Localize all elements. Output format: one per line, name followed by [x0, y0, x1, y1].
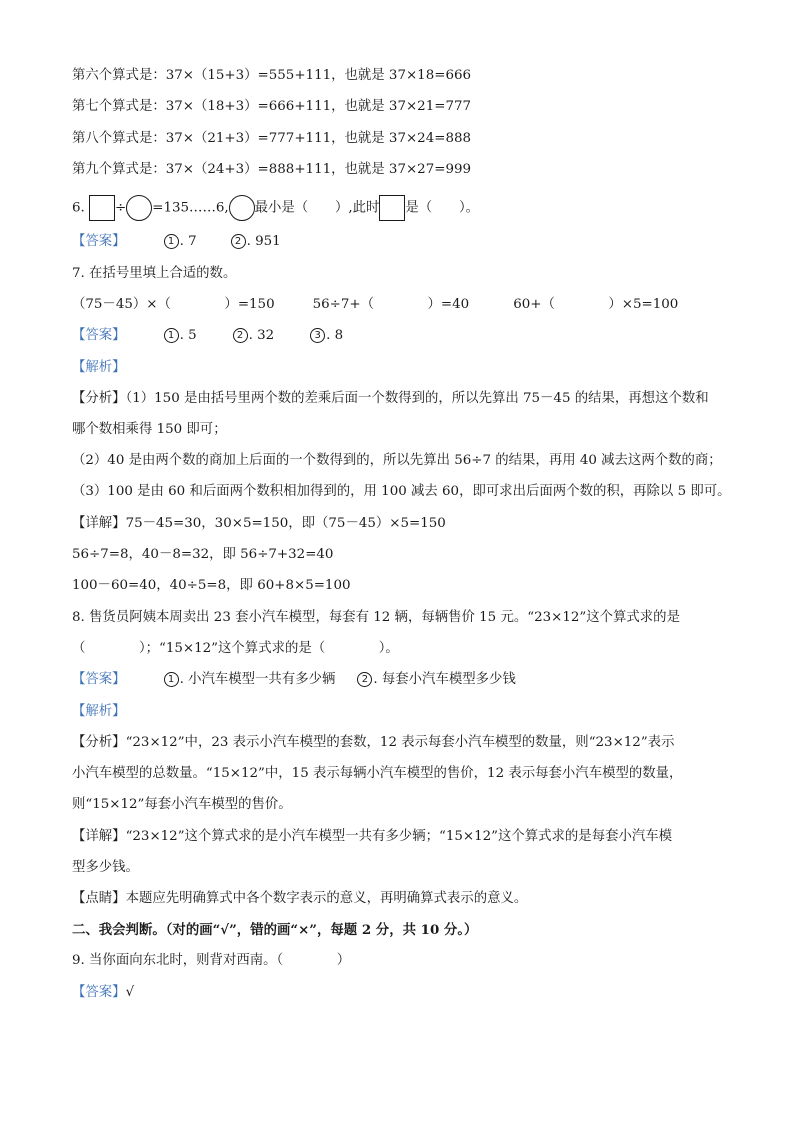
analysis-line: 哪个数相乘得 150 即可； — [72, 422, 227, 437]
division-sign: ÷ — [115, 200, 127, 216]
question-9: 9. 当你面向东北时，则背对西南。（ ） — [72, 953, 351, 968]
section-heading: 二、我会判断。（对的画“√”，错的画“×”，每题 2 分，共 10 分。） — [72, 922, 478, 938]
analysis-line — [72, 389, 709, 409]
analysis-line: 小汽车模型的总数量。“15×12”中，15 表示每辆小汽车模型的售价，12 表示每套小汽车模型的数量， — [72, 766, 683, 781]
fenxi-text: “23×12”中，23 表示小汽车模型的套数，12 表示每套小汽车模型的数量，则“23×12”表示 — [125, 735, 675, 750]
xiangjie-tag: 【详解】 — [72, 829, 126, 844]
circled-number: 2 — [231, 234, 246, 249]
answer-text: . 5 — [179, 328, 197, 343]
circled-number: 1 — [164, 234, 179, 249]
circled-number: 1 — [164, 672, 179, 687]
answer-tag: 【答案】 — [72, 672, 126, 687]
circled-number: 3 — [310, 328, 325, 343]
answer-text: . 32 — [248, 328, 275, 343]
formula-line: 第六个算式是：37×（15+3）=555+111，也就是 37×18=666 — [72, 68, 472, 83]
detail-line: 型多少钱。 — [72, 860, 139, 875]
question-6 — [72, 195, 479, 221]
q7-answer-line — [72, 326, 343, 346]
circled-number: 2 — [357, 672, 372, 687]
formula-line: 第九个算式是：37×（24+3）=888+111，也就是 37×27=999 — [72, 162, 472, 177]
formula-line: 第七个算式是：37×（18+3）=666+111，也就是 37×21=777 — [72, 99, 472, 114]
dividend-box-ref — [379, 195, 405, 221]
divisor-circle-ref — [229, 195, 255, 221]
q6-min-text: 最小是（ ）,此时 — [254, 200, 380, 216]
analysis-line — [72, 733, 674, 753]
analysis-line: （3）100 是由 60 和后面两个数积相加得到的，用 100 减去 60，即可求出后面两个数的积，再除以 5 即可。 — [72, 484, 731, 499]
equation: （75－45）×（ ）=150 — [72, 297, 275, 312]
answer-text: √ — [125, 985, 135, 1000]
answer-text: . 951 — [246, 234, 281, 249]
detail-line: 100－60=40，40÷5=8，即 60+8×5=100 — [72, 578, 351, 593]
q9-answer-line — [72, 983, 134, 1003]
comment-line — [72, 889, 527, 909]
question-7-equations — [72, 295, 678, 315]
analysis-line: 则“15×12”每套小汽车模型的售价。 — [72, 797, 292, 812]
q6-answer-line — [72, 232, 281, 252]
detail-line — [72, 514, 446, 534]
xiangjie-text: “23×12”这个算式求的是小汽车模型一共有多少辆；“15×12”这个算式求的是每套小汽车模 — [125, 829, 673, 844]
q6-equation-text: =135……6, — [152, 200, 229, 216]
fenxi-text: （1）150 是由括号里两个数的差乘后面一个数得到的，所以先算出 75－45 的结果，再想这个数和 — [125, 391, 709, 406]
divisor-circle — [126, 195, 152, 221]
circled-number: 1 — [164, 328, 179, 343]
circled-number: 2 — [233, 328, 248, 343]
question-7-title: 7. 在括号里填上合适的数。 — [72, 266, 237, 281]
xiangjie-text: 75－45=30，30×5=150，即（75－45）×5=150 — [125, 516, 446, 531]
answer-tag: 【答案】 — [72, 328, 126, 343]
q6-end-text: 是（ ）。 — [405, 200, 480, 216]
dividend-box — [89, 195, 115, 221]
answer-tag: 【答案】 — [72, 234, 126, 249]
question-8-line: （ ）；“15×12”这个算式求的是（ ）。 — [72, 641, 399, 656]
fenxi-tag: 【分析】 — [72, 391, 126, 406]
answer-text: . 每套小汽车模型多少钱 — [373, 672, 516, 687]
answer-text: . 7 — [179, 234, 197, 249]
analysis-tag: 【解析】 — [72, 704, 126, 719]
answer-text: . 小汽车模型一共有多少辆 — [179, 672, 336, 687]
fenxi-tag: 【分析】 — [72, 735, 126, 750]
dianjing-tag: 【点睛】 — [72, 891, 126, 906]
analysis-line: （2）40 是由两个数的商加上后面的一个数得到的，所以先算出 56÷7 的结果，再用 40 减去这两个数的商； — [72, 453, 722, 468]
question-8-line: 8. 售货员阿姨本周卖出 23 套小汽车模型，每套有 12 辆，每辆售价 15 元。“23×12”这个算式求的是 — [72, 610, 680, 625]
equation: 60+（ ）×5=100 — [513, 297, 679, 312]
q8-answer-line — [72, 670, 516, 690]
detail-line: 56÷7=8，40－8=32，即 56÷7+32=40 — [72, 547, 334, 562]
xiangjie-tag: 【详解】 — [72, 516, 126, 531]
detail-line — [72, 827, 672, 847]
answer-tag: 【答案】 — [72, 985, 126, 1000]
equation: 56÷7+（ ）=40 — [312, 297, 470, 312]
dianjing-text: 本题应先明确算式中各个数字表示的意义，再明确算式表示的意义。 — [125, 891, 528, 906]
question-number: 6. — [72, 200, 85, 216]
formula-line: 第八个算式是：37×（21+3）=777+111，也就是 37×24=888 — [72, 131, 472, 146]
analysis-tag: 【解析】 — [72, 360, 126, 375]
answer-text: . 8 — [326, 328, 344, 343]
